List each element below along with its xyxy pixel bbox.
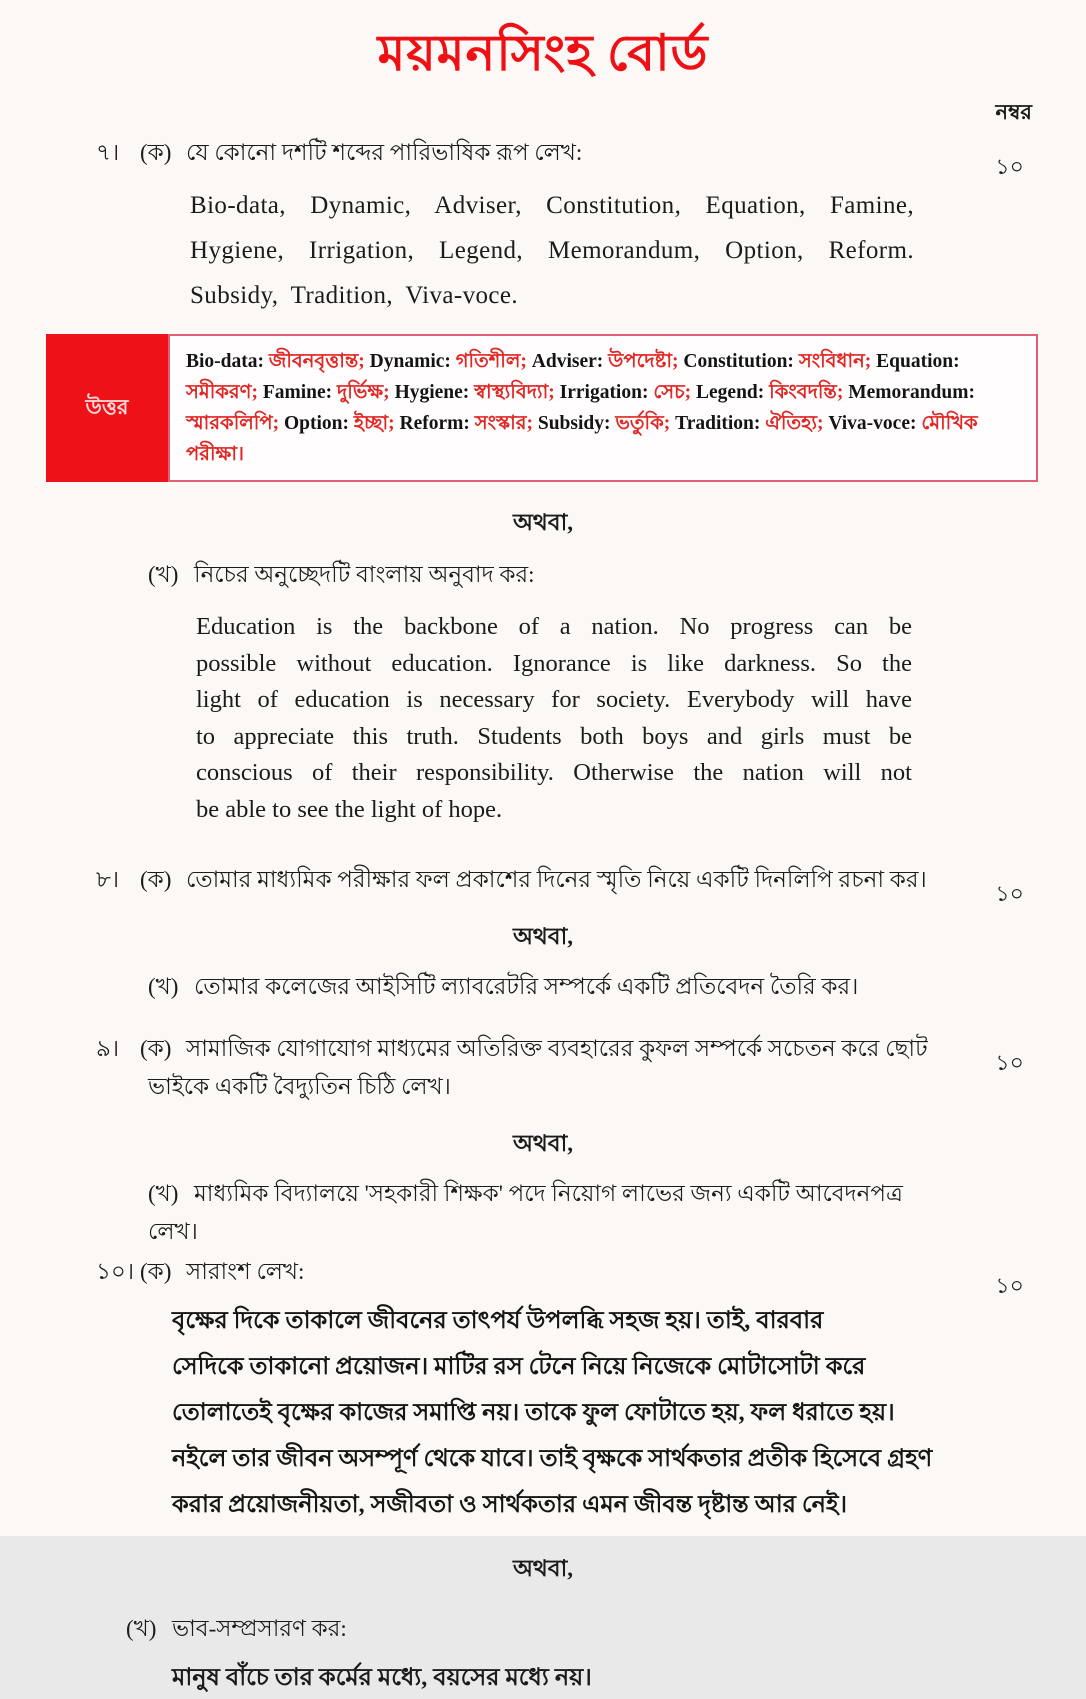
passage-line: be able to see the light of hope.: [196, 795, 503, 823]
answer-pair: [532, 351, 684, 372]
summary-line: নইলে তার জীবন অসম্পূর্ণ থেকে যাবে। তাই বৃক্ষকে সার্থকতার প্রতীক হিসেবে গ্রহণ: [172, 1446, 933, 1472]
question-9b-text: মাধ্যমিক বিদ্যালয়ে 'সহকারী শিক্ষক' পদে নিয়োগ লাভের জন্য একটি আবেদনপত্র: [194, 1181, 903, 1206]
expansion-proverb: মানুষ বাঁচে তার কর্মের মধ্যে, বয়সের মধ্যে নয়।: [172, 1665, 592, 1691]
answer-pair: [395, 382, 560, 403]
answer-term-en: Bio-data:: [186, 351, 264, 372]
summary-line: করার প্রয়োজনীয়তা, সজীবতা ও সার্থকতার এমন জীবন্ত দৃষ্টান্ত আর নেই।: [172, 1492, 848, 1518]
answer-term-bn: স্বাস্থ্যবিদ্যা;: [469, 382, 555, 403]
answer-term-bn: সেচ;: [648, 382, 692, 403]
question-8a-text: তোমার মাধ্যমিক পরীক্ষার ফল প্রকাশের দিনের স্মৃতি নিয়ে একটি দিনলিপি রচনা কর।: [186, 867, 927, 892]
question-9a-text: সামাজিক যোগাযোগ মাধ্যমের অতিরিক্ত ব্যবহারের কুফল সম্পর্কে সচেতন করে ছোট: [186, 1036, 928, 1061]
summary-line: তোলাতেই বৃক্ষের কাজের সমাপ্তি নয়। তাকে ফুল ফোটাতে হয়, ফল ধরাতে হয়।: [172, 1400, 895, 1426]
answer-term-bn: দুর্ভিক্ষ;: [332, 382, 390, 403]
answer-term-bn: সংবিধান;: [793, 351, 872, 372]
answer-label: উত্তর: [46, 334, 168, 482]
answer-term-bn: ইচ্ছা;: [349, 413, 395, 434]
answer-term-bn: ঐতিহ্য;: [760, 413, 824, 434]
marks-column-header: নম্বর: [995, 100, 1032, 124]
answer-term-en: Option:: [284, 413, 350, 434]
question-10a-label: (ক): [140, 1259, 172, 1284]
answer-pair: [263, 382, 395, 403]
answer-term-en: Equation:: [876, 351, 960, 372]
word-list-line: Subsidy, Tradition, Viva-voce.: [190, 282, 519, 309]
summary-passage: [172, 1298, 932, 1528]
question-9b-text-line2: লেখ।: [148, 1219, 198, 1244]
question-8b-text: তোমার কলেজের আইসিটি ল্যাবরেটরি সম্পর্কে একটি প্রতিবেদন তৈরি কর।: [194, 974, 859, 999]
question-8a-label: (ক): [140, 867, 172, 892]
answer-term-en: Dynamic:: [369, 351, 451, 372]
page-title: ময়মনসিংহ বোর্ড: [377, 25, 709, 81]
question-8a-row: [0, 864, 1086, 906]
question-7a-row: [0, 137, 1086, 179]
answer-term-en: Legend:: [696, 382, 765, 403]
or-divider-q8: অথবা,: [512, 924, 574, 949]
answer-content: [168, 334, 1038, 482]
question-7-marks: ১০: [995, 154, 1024, 179]
word-list-line: Hygiene, Irrigation, Legend, Memorandum, Option, Reform.: [190, 237, 914, 264]
answer-term-en: Memorandum:: [848, 382, 975, 403]
passage-line: light of education is necessary for society. Everybody will have: [196, 686, 912, 713]
passage-line: Education is the backbone of a nation. No progress can be: [196, 613, 912, 640]
answer-term-en: Reform:: [399, 413, 470, 434]
answer-term-bn: সমীকরণ;: [186, 382, 258, 403]
answer-term-en: Famine:: [262, 382, 333, 403]
question-9a-text-line2: ভাইকে একটি বৈদ্যুতিন চিঠি লেখ।: [148, 1074, 451, 1099]
passage-line: conscious of their responsibility. Otherwise the nation will not: [196, 759, 912, 786]
question-8-number: ৮।: [96, 867, 120, 892]
question-9b-label: (খ): [148, 1181, 179, 1206]
answer-term-en: Tradition:: [675, 413, 761, 434]
question-10b-row: [0, 1613, 1086, 1645]
passage-line: to appreciate this truth. Students both boys and girls must be: [196, 722, 912, 750]
question-7a-text: যে কোনো দশটি শব্দের পারিভাষিক রূপ লেখ:: [186, 140, 583, 165]
question-8b-row: [0, 971, 1086, 1003]
answer-pair: [675, 413, 828, 434]
answer-term-en: Hygiene:: [394, 382, 470, 403]
answer-pair: [186, 351, 370, 372]
answer-term-en: Viva-voce:: [828, 413, 917, 434]
answer-term-bn: সংস্কার;: [469, 413, 533, 434]
question-10b-text: ভাব-সম্প্রসারণ কর:: [172, 1616, 347, 1641]
answer-term-bn: কিংবদন্তি;: [764, 382, 844, 403]
or-divider-q9: অথবা,: [512, 1131, 574, 1156]
answer-pair: [400, 413, 538, 434]
answer-term-bn: জীবনবৃত্তান্ত;: [264, 351, 365, 372]
question-9a-row: [0, 1033, 1086, 1075]
passage-line: possible without education. Ignorance is like darkness. So the: [196, 649, 912, 677]
answer-pair: [696, 382, 848, 403]
answer-pair: [538, 413, 675, 434]
or-divider-q7: অথবা,: [512, 510, 574, 535]
summary-line: সেদিকে তাকানো প্রয়োজন। মাটির রস টেনে নিয়ে নিজেকে মোটাসোটা করে: [172, 1354, 866, 1380]
question-7a-label: (ক): [140, 140, 172, 165]
question-7-number: ৭।: [96, 140, 120, 165]
answer-term-bn: উপদেষ্টা;: [603, 351, 679, 372]
or-divider-q10: অথবা,: [512, 1556, 574, 1581]
summary-line: বৃক্ষের দিকে তাকালে জীবনের তাৎপর্য উপলব্ধি সহজ হয়। তাই, বারবার: [172, 1308, 824, 1334]
answer-term-en: Subsidy:: [537, 413, 611, 434]
question-9a-label: (ক): [140, 1036, 172, 1061]
question-7-word-list: [190, 183, 914, 318]
question-10a-text: সারাংশ লেখ:: [186, 1259, 305, 1284]
question-10-marks: ১০: [995, 1273, 1024, 1298]
translation-passage: [196, 609, 912, 828]
answer-term-bn: ভর্তুকি;: [610, 413, 671, 434]
question-9b-row: [0, 1178, 1086, 1210]
question-10a-row: [0, 1256, 1086, 1298]
answer-term-bn: স্মারকলিপি;: [186, 413, 280, 434]
question-9-number: ৯।: [96, 1036, 120, 1061]
question-8b-label: (খ): [148, 974, 179, 999]
answer-term-bn: গতিশীল;: [450, 351, 527, 372]
question-7b-label: (খ): [148, 562, 179, 587]
answer-term-en: Adviser:: [531, 351, 604, 372]
answer-term-en: Constitution:: [683, 351, 794, 372]
question-8-marks: ১০: [995, 881, 1024, 906]
question-9-marks: ১০: [995, 1050, 1024, 1075]
word-list-line: Bio-data, Dynamic, Adviser, Constitution, Equation, Famine,: [190, 192, 914, 219]
answer-pair: [370, 351, 532, 372]
question-7b-row: [0, 559, 1086, 591]
answer-pair: [683, 351, 876, 372]
answer-pair: [560, 382, 696, 403]
question-10b-label: (খ): [126, 1616, 157, 1641]
answer-term-en: Irrigation:: [559, 382, 649, 403]
question-10-number: ১০।: [96, 1259, 135, 1284]
answer-box: [46, 334, 1038, 482]
answer-pair: [284, 413, 400, 434]
answer-term-bn: মৌখিক পরীক্ষা।: [186, 413, 978, 465]
question-7b-text: নিচের অনুচ্ছেদটি বাংলায় অনুবাদ কর:: [194, 562, 535, 587]
